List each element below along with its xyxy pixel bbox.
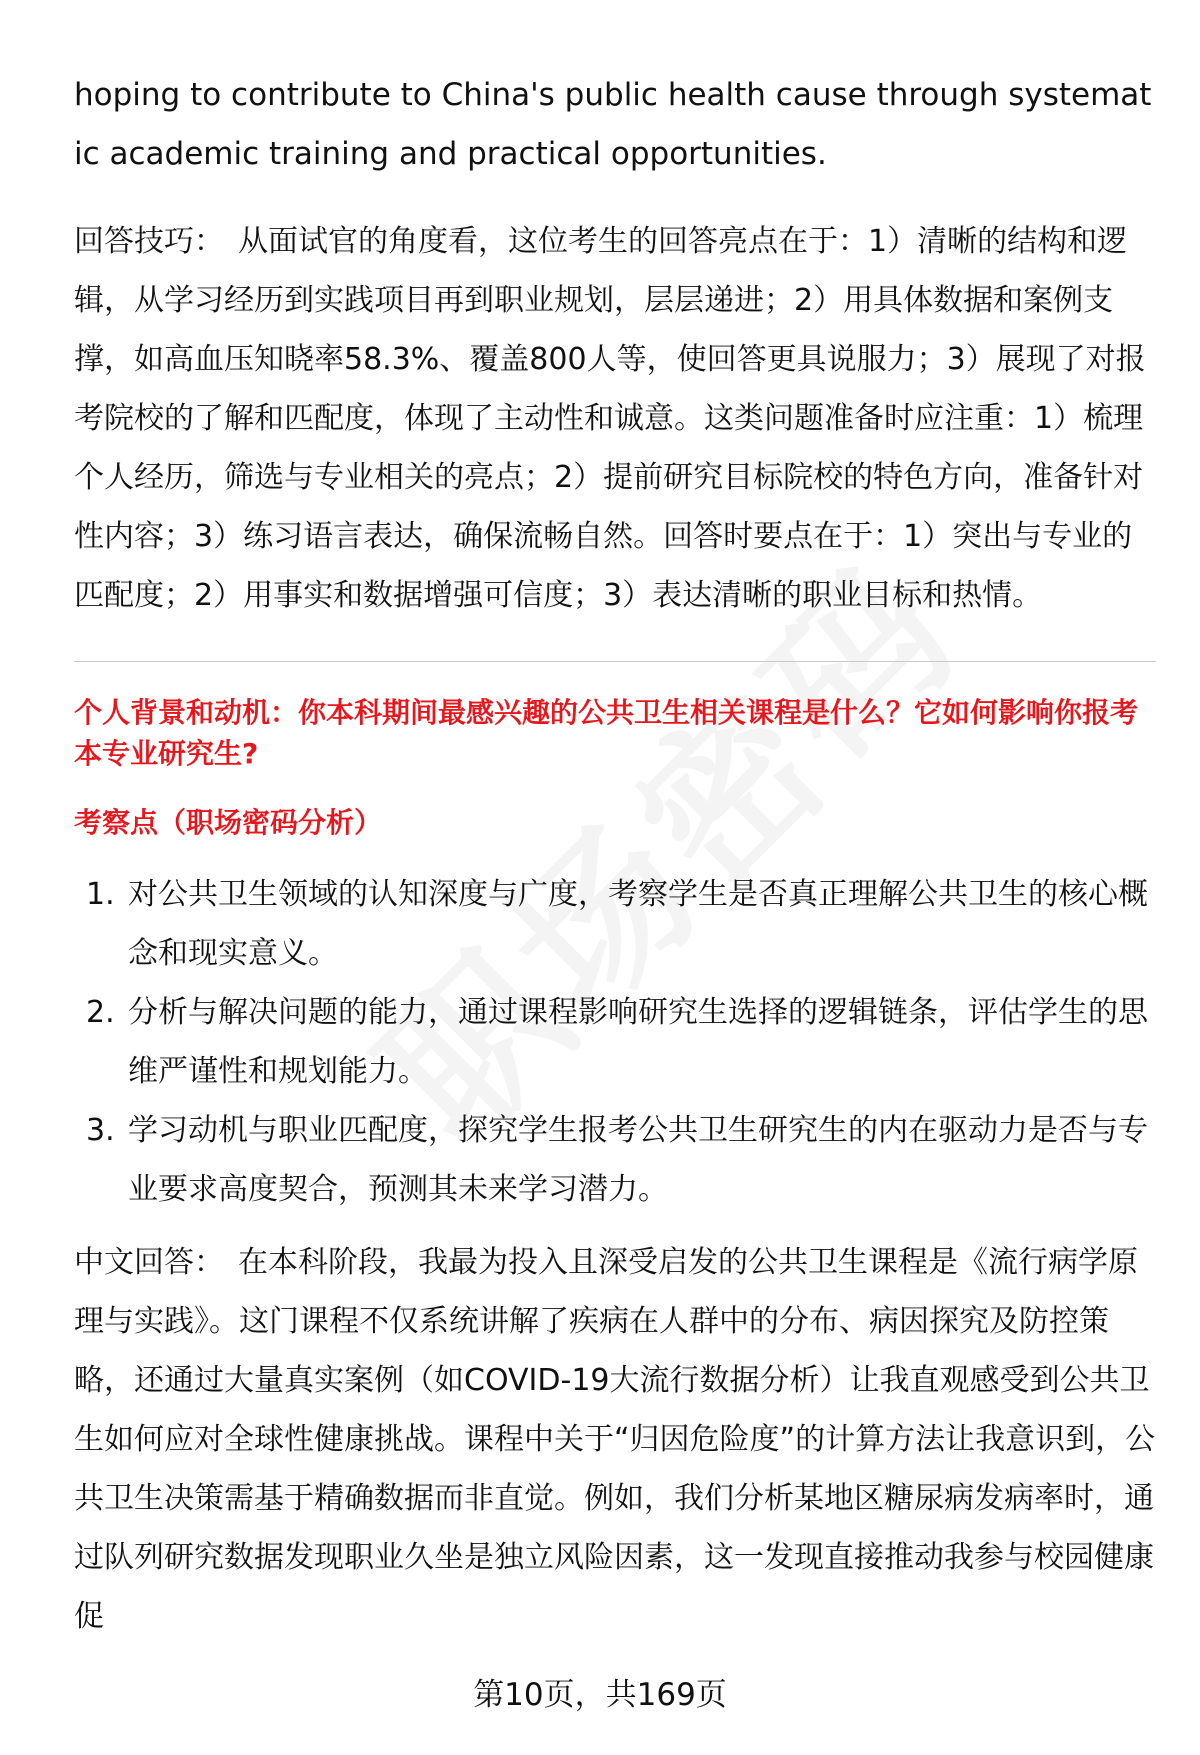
list-item-text: 分析与解决问题的能力，通过课程影响研究生选择的逻辑链条，评估学生的思维严谨性和规划能力。: [128, 995, 1148, 1089]
list-item: [74, 865, 1156, 983]
list-item-text: 对公共卫生领域的认知深度与广度，考察学生是否真正理解公共卫生的核心概念和现实意义。: [128, 877, 1148, 971]
list-item: [74, 983, 1156, 1101]
list-item-number: 1.: [86, 877, 115, 912]
answer-tips-text: 从面试官的角度看，这位考生的回答亮点在于：1）清晰的结构和逻辑，从学习经历到实践项目再到职业规划，层层递进；2）用具体数据和案例支撑，如高血压知晓率58.3%、覆盖800人等，使回答更具说服力；3）展现了对报考院校的了解和匹配度，体现了主动性和诚意。这类问题准备时应注重：1）梳理个人经历，筛选与专业相关的亮点；2）提前研究目标院校的特色方向，准备针对性内容；3）练习语言表达，确保流畅自然。回答时要点在于：1）突出与专业的匹配度；2）用事实和数据增强可信度；3）表达清晰的职业目标和热情。: [74, 224, 1146, 613]
chinese-answer-text: 在本科阶段，我最为投入且深受启发的公共卫生课程是《流行病学原理与实践》。这门课程不仅系统讲解了疾病在人群中的分布、病因探究及防控策略，还通过大量真实案例（如COVID-19大流行数据分析）让我直观感受到公共卫生如何应对全球性健康挑战。课程中关于“归因危险度”的计算方法让我意识到，公共卫生决策需基于精确数据而非直觉。例如，我们分析某地区糖尿病发病率时，通过队列研究数据发现职业久坐是独立风险因素，这一发现直接推动我参与校园健康促: [74, 1245, 1156, 1634]
list-item-number: 2.: [86, 995, 115, 1030]
section-divider: [74, 661, 1156, 662]
list-item-text: 学习动机与职业匹配度，探究学生报考公共卫生研究生的内在驱动力是否与专业要求高度契合，预测其未来学习潜力。: [128, 1113, 1148, 1207]
chinese-answer-paragraph: [74, 1233, 1156, 1646]
assessment-points-list: [74, 865, 1156, 1219]
question-heading: 个人背景和动机：你本科期间最感兴趣的公共卫生相关课程是什么？它如何影响你报考本专业研究生?: [74, 696, 1139, 770]
list-item: [74, 1101, 1156, 1219]
chinese-answer-label: 中文回答：: [74, 1245, 224, 1280]
page-content: [74, 66, 1156, 1646]
assessment-heading: 考察点（职场密码分析）: [74, 806, 383, 839]
list-item-number: 3.: [86, 1113, 115, 1148]
page-number-footer: 第10页，共169页: [473, 1677, 727, 1713]
answer-tips-label: 回答技巧：: [74, 224, 224, 259]
intro-english-paragraph: hoping to contribute to China's public health cause through systematic academic training and practical opportunities.: [74, 77, 1152, 172]
answer-tips-paragraph: [74, 212, 1156, 625]
